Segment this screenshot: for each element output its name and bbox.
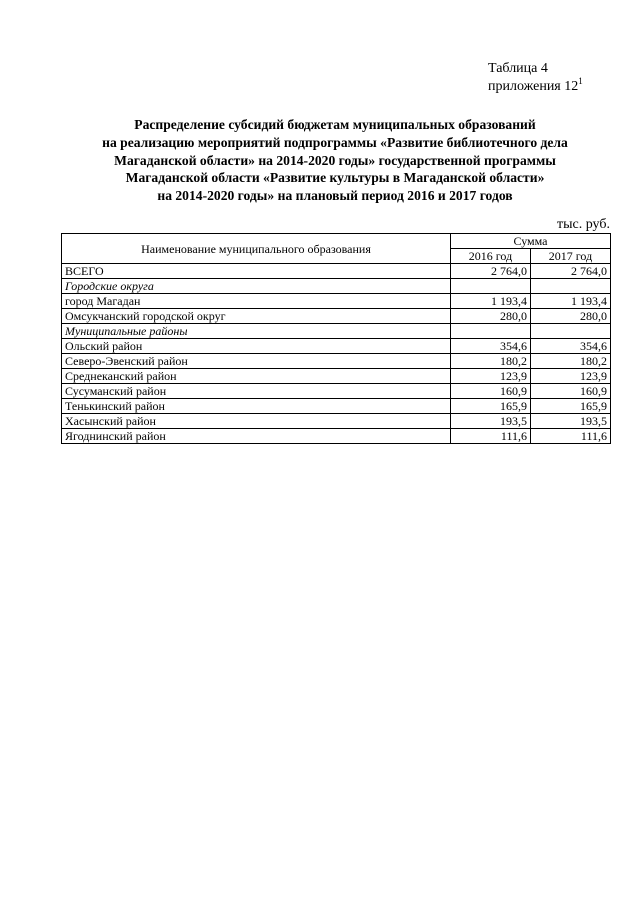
column-header-name: Наименование муниципального образования	[62, 234, 451, 264]
row-name: город Магадан	[62, 294, 451, 309]
row-2016: 180,2	[451, 354, 531, 369]
table-row	[62, 399, 611, 414]
row-name: Среднеканский район	[62, 369, 451, 384]
row-2016: 354,6	[451, 339, 531, 354]
row-name: Сусуманский район	[62, 384, 451, 399]
header-row	[62, 234, 611, 249]
row-2016: 123,9	[451, 369, 531, 384]
row-2016: 160,9	[451, 384, 531, 399]
appendix-reference	[488, 78, 583, 96]
empty-cell	[451, 279, 531, 294]
row-2017: 193,5	[531, 414, 611, 429]
row-2017: 111,6	[531, 429, 611, 444]
subsidy-table	[61, 233, 611, 444]
row-2017: 160,9	[531, 384, 611, 399]
row-name: Тенькинский район	[62, 399, 451, 414]
row-2017: 1 193,4	[531, 294, 611, 309]
title-line: Магаданской области «Развитие культуры в Магаданской области»	[125, 170, 545, 186]
column-header-sum: Сумма	[451, 234, 611, 249]
total-2017: 2 764,0	[531, 264, 611, 279]
total-row	[62, 264, 611, 279]
row-name: Ягоднинский район	[62, 429, 451, 444]
column-header-2017: 2017 год	[531, 249, 611, 264]
table-row	[62, 369, 611, 384]
row-2017: 280,0	[531, 309, 611, 324]
row-name: Омсукчанский городской округ	[62, 309, 451, 324]
table-row	[62, 294, 611, 309]
title-line: на 2014-2020 годы» на плановый период 2016 и 2017 годов	[157, 188, 513, 204]
row-2016: 165,9	[451, 399, 531, 414]
row-2016: 1 193,4	[451, 294, 531, 309]
row-name: Северо-Эвенский район	[62, 354, 451, 369]
row-2016: 280,0	[451, 309, 531, 324]
empty-cell	[451, 324, 531, 339]
appendix-label: приложения 12	[488, 79, 579, 94]
section-row	[62, 324, 611, 339]
table-reference	[488, 60, 583, 96]
empty-cell	[531, 324, 611, 339]
row-2017: 123,9	[531, 369, 611, 384]
table-row	[62, 354, 611, 369]
table-row	[62, 414, 611, 429]
section-urban-label: Городские округа	[62, 279, 451, 294]
total-label: ВСЕГО	[62, 264, 451, 279]
section-districts-label: Муниципальные районы	[62, 324, 451, 339]
table-row	[62, 339, 611, 354]
row-2016: 193,5	[451, 414, 531, 429]
section-row	[62, 279, 611, 294]
row-name: Хасынский район	[62, 414, 451, 429]
row-2017: 354,6	[531, 339, 611, 354]
row-2017: 165,9	[531, 399, 611, 414]
row-name: Ольский район	[62, 339, 451, 354]
row-2017: 180,2	[531, 354, 611, 369]
table-number: Таблица 4	[488, 61, 548, 76]
document-title	[30, 116, 640, 205]
table-row	[62, 429, 611, 444]
empty-cell	[531, 279, 611, 294]
title-line: на реализацию мероприятий подпрограммы «Развитие библиотечного дела	[102, 134, 568, 150]
table-row	[62, 309, 611, 324]
total-2016: 2 764,0	[451, 264, 531, 279]
units-label: тыс. руб.	[557, 217, 610, 232]
column-header-2016: 2016 год	[451, 249, 531, 264]
row-2016: 111,6	[451, 429, 531, 444]
title-line: Распределение субсидий бюджетам муниципальных образований	[134, 117, 536, 132]
title-line: Магаданской области» на 2014-2020 годы» государственной программы	[114, 152, 556, 168]
appendix-superscript: 1	[578, 76, 583, 86]
table-row	[62, 384, 611, 399]
